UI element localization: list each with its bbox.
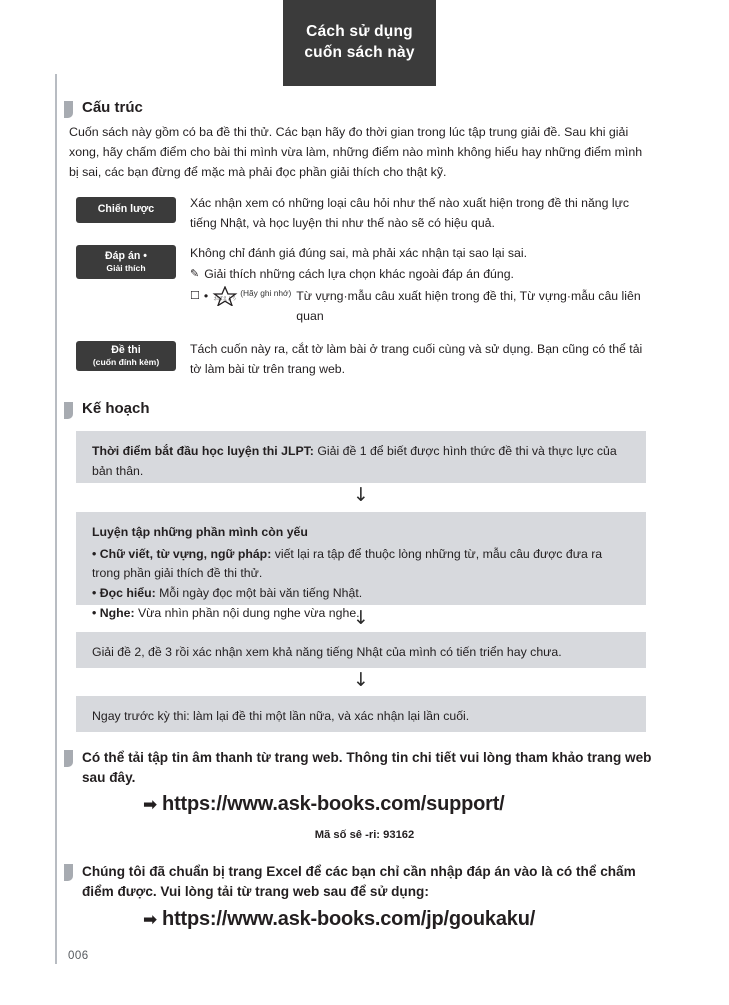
plan-step-2-title: Luyện tập những phần mình còn yếu: [92, 525, 308, 539]
plan-step-3: [76, 632, 646, 668]
plan-step-2-bullet-3-rest: Vừa nhìn phần nội dung nghe vừa nghe.: [134, 605, 360, 620]
plan-step-4: [76, 696, 646, 732]
excel-url[interactable]: [143, 908, 535, 931]
arrow-down-icon-2: ↓: [353, 607, 369, 629]
section-heading-plan: [64, 400, 150, 419]
strategy-description: Xác nhận xem có những loại câu hỏi như thế nào xuất hiện trong đề thi năng lực tiếng Nhật, và học luyện thi như thế nào sẽ có hiệu quả.: [190, 196, 629, 230]
answer-explanation-block: [190, 244, 646, 327]
pill-exam-label: Đề thi: [111, 344, 141, 357]
plan-step-1: [76, 431, 646, 483]
flag-marker-icon: [64, 402, 73, 419]
answer-line-1: Không chỉ đánh giá đúng sai, mà phải xác nhận tại sao lại sai.: [190, 246, 528, 260]
pencil-icon: ✎: [190, 266, 200, 280]
pill-explanation-label: Giải thích: [106, 263, 146, 274]
excel-heading-line2: chấm điểm được. Vui lòng tải từ trang web sau để sử dụng:: [82, 864, 636, 899]
section-heading-excel: [64, 862, 664, 901]
flag-marker-icon: [64, 101, 73, 118]
bullet-dot-icon: •: [203, 289, 209, 304]
plan-step-2-bullet-2: [92, 584, 632, 604]
plan-step-2: [76, 512, 646, 620]
plan-step-2-bullet-2-rest: Mỗi ngày đọc một bài văn tiếng Nhật.: [155, 586, 363, 601]
page-title-line1: Cách sử dụng: [306, 23, 413, 41]
audio-support-url-text: https://www.ask-books.com/support/: [162, 793, 505, 815]
excel-url-text: https://www.ask-books.com/jp/goukaku/: [162, 908, 536, 930]
plan-step-2-bullet-1-bold: • Chữ viết, từ vựng, ngữ pháp:: [92, 546, 272, 561]
answer-line-2-row: [190, 265, 646, 285]
arrow-down-icon-1: ↓: [353, 484, 369, 506]
answer-line-2: Giải thích những cách lựa chọn khác ngoài đáp án đúng.: [204, 266, 514, 281]
plan-step-4-text: Ngay trước kỳ thi: làm lại đề thi một lần nữa, và xác nhận lại lần cuối.: [92, 709, 470, 723]
page-title-box: [283, 0, 436, 86]
memorize-note: (Hãy ghi nhớ): [240, 288, 292, 299]
pill-answer-label: Đáp án •: [105, 250, 147, 263]
section-heading-audio: [64, 748, 664, 787]
star-icon: [212, 287, 238, 305]
arrow-down-icon-3: ↓: [353, 669, 369, 691]
arrow-right-icon: ➡: [143, 910, 158, 930]
pill-answer-explanation: [76, 245, 176, 279]
pill-strategy-label: Chiến lược: [97, 203, 155, 216]
pill-exam-sub-label: (cuốn đính kèm): [92, 357, 160, 368]
section-heading-plan-label: Kế hoạch: [82, 400, 150, 417]
pill-strategy: [76, 197, 176, 223]
flag-marker-icon: [64, 864, 73, 881]
audio-support-url[interactable]: [143, 793, 505, 816]
section-heading-structure: [64, 99, 143, 118]
page-title-line2: cuốn sách này: [304, 44, 415, 61]
excel-heading-line1: Chúng tôi đã chuẩn bị trang Excel để các bạn chỉ cần nhập đáp án vào là có thể: [82, 864, 597, 879]
svg-text:おぼえよう: おぼえよう: [213, 297, 237, 303]
plan-step-2-bullet-3-bold: • Nghe:: [92, 605, 135, 620]
answer-line-3: Từ vựng·mẫu câu xuất hiện trong đề thi, Từ vựng·mẫu câu liên quan: [296, 289, 641, 324]
plan-step-3-text: Giải đề 2, đề 3 rồi xác nhận xem khả năng tiếng Nhật của mình có tiến triển hay chưa.: [92, 645, 562, 659]
pill-exam: [76, 341, 176, 371]
flag-marker-icon: [64, 750, 73, 767]
section-heading-structure-label: Cấu trúc: [82, 99, 143, 116]
serial-code: Mã số sê -ri: 93162: [314, 829, 415, 841]
plan-step-2-bullet-2-bold: • Đọc hiểu:: [92, 586, 156, 601]
plan-step-1-rest: Giải đề 1 để biết được hình thức đề thi và thực lực của bản thân.: [92, 444, 617, 478]
arrow-right-icon: ➡: [143, 795, 158, 815]
plan-step-2-bullet-1-rest: viết lại ra tập để thuộc lòng những từ, mẫu câu được đưa ra trong phần giải thích đề thi thử.: [92, 546, 603, 581]
answer-line-3-row: [190, 287, 646, 326]
plan-step-2-bullet-1: [92, 545, 632, 584]
plan-step-1-bold: Thời điểm bắt đầu học luyện thi JLPT:: [92, 444, 314, 458]
checkbox-icon: ☐: [190, 289, 200, 303]
exam-description: Tách cuốn này ra, cắt tờ làm bài ở trang cuối cùng và sử dụng. Bạn cũng có thể tải tờ làm bài từ trên trang web.: [190, 342, 643, 376]
audio-heading-line2: web sau đây.: [82, 750, 652, 785]
audio-heading-line1: Có thể tải tập tin âm thanh từ trang web. Thông tin chi tiết vui lòng tham khảo trang: [82, 750, 622, 765]
page-number: 006: [68, 950, 89, 962]
structure-intro-paragraph: Cuốn sách này gồm có ba đề thi thử. Các bạn hãy đo thời gian trong lúc tập trung giải đề. Sau khi giải xong, hãy chấm điểm cho bài thi mình vừa làm, những điểm nào mình không hiểu hay những điểm mình bị sai, các bạn đừng để mặc mà phải đọc phần giải thích cho thật kỹ.: [69, 125, 643, 180]
